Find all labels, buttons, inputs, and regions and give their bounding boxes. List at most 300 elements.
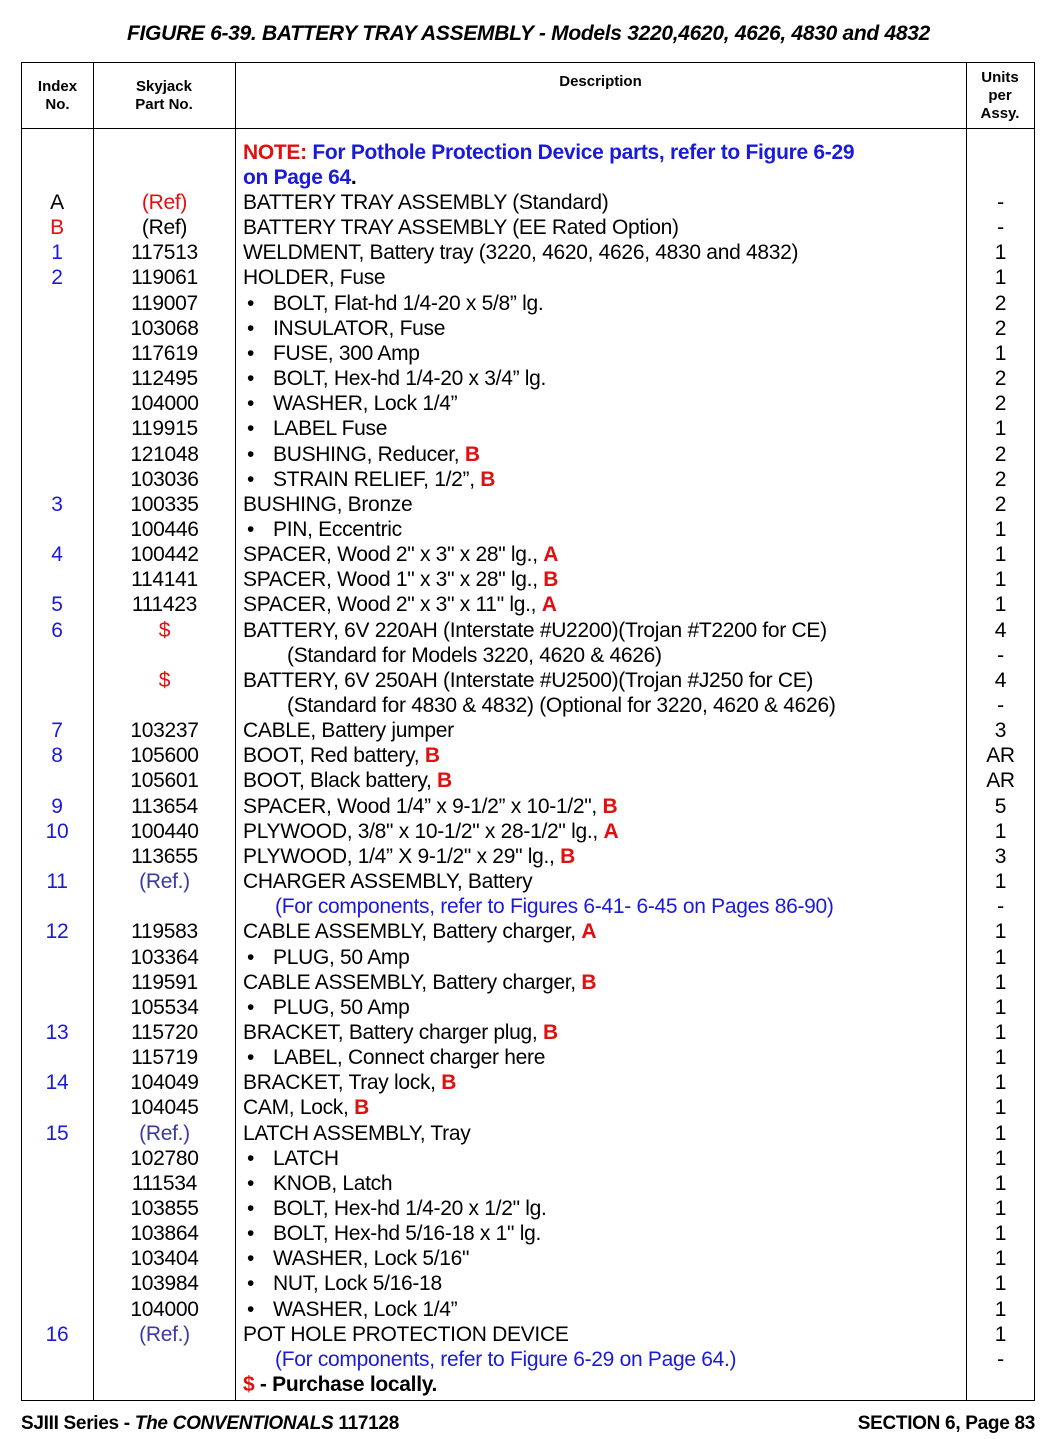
table-row <box>21 1221 1035 1246</box>
table-row <box>21 819 1035 844</box>
description <box>243 618 963 643</box>
description <box>243 1196 963 1221</box>
table-row <box>21 643 1035 668</box>
option-tag: B <box>602 794 618 818</box>
description <box>243 190 963 215</box>
description <box>243 1146 963 1171</box>
units-per-assembly: 2 <box>994 492 1007 516</box>
bullet-icon: • <box>247 341 255 365</box>
part-number: 115720 <box>131 1020 198 1044</box>
description-text: CHARGER ASSEMBLY, Battery <box>243 870 533 894</box>
units-per-assembly: 1 <box>994 568 1007 592</box>
description-text: LABEL, Connect charger here <box>273 1046 546 1070</box>
description <box>243 1322 963 1347</box>
description-text: (Standard for 4830 & 4832) (Optional for 3220, 4620 & 4626) <box>287 694 836 717</box>
table-row <box>21 794 1035 819</box>
description-text: HOLDER, Fuse <box>243 266 386 290</box>
table-row <box>21 316 1035 341</box>
description <box>243 567 963 592</box>
description-text: CABLE ASSEMBLY, Battery charger, <box>243 920 582 944</box>
table-row <box>21 1095 1035 1120</box>
units-per-assembly: 1 <box>994 517 1007 541</box>
description-text: KNOB, Latch <box>273 1171 393 1195</box>
units-per-assembly: 1 <box>994 945 1007 969</box>
part-number: 119915 <box>131 417 198 441</box>
description <box>243 1246 963 1271</box>
option-tag: B <box>581 970 597 994</box>
description-text: SPACER, Wood 2" x 3" x 11" lg., <box>243 593 542 617</box>
description-text: BOOT, Black battery, <box>243 769 438 793</box>
bullet-icon: • <box>247 1171 255 1195</box>
description <box>243 718 963 743</box>
table-row <box>21 1196 1035 1221</box>
description <box>243 869 963 894</box>
header-units-line1: Units <box>981 68 1019 86</box>
option-tag: B <box>424 744 440 768</box>
option-tag: B <box>543 1020 558 1044</box>
description-text: BATTERY TRAY ASSEMBLY (Standard) <box>243 191 609 214</box>
description-text: BOOT, Red battery, <box>243 744 425 768</box>
table-row <box>21 1070 1035 1095</box>
part-number: 103068 <box>130 316 199 340</box>
table-row <box>21 341 1035 366</box>
units-per-assembly: 1 <box>994 417 1007 441</box>
part-number: (Ref) <box>141 216 188 240</box>
description-text: BOLT, Hex-hd 5/16-18 x 1" lg. <box>273 1222 542 1246</box>
description <box>243 743 963 768</box>
index-number: A <box>50 191 64 214</box>
part-number: 105600 <box>130 744 199 768</box>
part-number: 103864 <box>130 1222 199 1246</box>
units-per-assembly: 1 <box>994 341 1007 365</box>
table-row <box>21 1297 1035 1322</box>
table-row <box>21 618 1035 643</box>
index-number: 3 <box>51 492 63 516</box>
header-divider <box>22 128 1034 129</box>
description-text: SPACER, Wood 1/4” x 9-1/2” x 10-1/2", <box>243 794 603 818</box>
table-row <box>21 592 1035 617</box>
description <box>243 391 963 416</box>
description-text: (Standard for Models 3220, 4620 & 4626) <box>287 643 662 667</box>
header-part-no <box>93 63 235 128</box>
description <box>243 1095 963 1120</box>
bullet-icon: • <box>247 392 255 416</box>
units-per-assembly: 1 <box>994 543 1007 567</box>
part-number: 119583 <box>131 920 198 944</box>
description <box>243 416 963 441</box>
description <box>243 1171 963 1196</box>
description <box>243 693 963 718</box>
units-per-assembly: 1 <box>994 1121 1007 1145</box>
part-number: 113655 <box>131 844 198 868</box>
units-per-assembly: 2 <box>994 316 1007 340</box>
index-number: 13 <box>45 1020 69 1044</box>
index-number: B <box>50 216 64 240</box>
description <box>243 1297 963 1322</box>
units-per-assembly: - <box>997 643 1004 667</box>
table-row <box>21 919 1035 944</box>
part-number: 100335 <box>130 492 199 516</box>
units-per-assembly: - <box>997 191 1004 214</box>
description <box>243 542 963 567</box>
table-row <box>21 945 1035 970</box>
description-text: SPACER, Wood 2" x 3" x 28" lg., <box>243 543 544 567</box>
units-per-assembly: 2 <box>994 467 1007 491</box>
units-per-assembly: 1 <box>994 1020 1007 1044</box>
footer-series-italic: The CONVENTIONALS <box>134 1413 334 1434</box>
units-per-assembly: 3 <box>994 844 1007 868</box>
table-row <box>21 1121 1035 1146</box>
part-number: 119061 <box>131 266 198 290</box>
table-row <box>21 718 1035 743</box>
note-text: For Pothole Protection Device parts, refer to Figure 6-29 <box>306 141 855 164</box>
part-number: 117619 <box>131 341 198 365</box>
table-row <box>21 1246 1035 1271</box>
table-row <box>21 1146 1035 1171</box>
table-row <box>21 391 1035 416</box>
description <box>243 341 963 366</box>
description <box>243 492 963 517</box>
footer-page: SECTION 6, Page 83 <box>857 1413 1035 1434</box>
part-number: $ <box>158 668 171 692</box>
part-number: 102780 <box>130 1146 199 1170</box>
header-units <box>966 63 1034 128</box>
part-number: 111534 <box>131 1171 198 1195</box>
table-row <box>21 442 1035 467</box>
description-text: PLUG, 50 Amp <box>273 995 410 1019</box>
purchase-note-text: - Purchase locally. <box>254 1373 438 1397</box>
option-tag: B <box>441 1071 457 1095</box>
option-tag: B <box>543 568 559 592</box>
description <box>243 265 963 290</box>
table-row <box>21 693 1035 718</box>
description-text: BRACKET, Battery charger plug, <box>243 1020 543 1044</box>
bullet-icon: • <box>247 1247 255 1271</box>
option-tag: A <box>541 593 557 617</box>
description-text: LATCH ASSEMBLY, Tray <box>243 1121 471 1145</box>
units-per-assembly: 1 <box>994 870 1007 894</box>
description <box>243 240 963 265</box>
part-number: 112495 <box>131 367 198 391</box>
description <box>243 316 963 341</box>
footer-series-label: SJIII Series - <box>21 1413 135 1434</box>
bullet-icon: • <box>247 1222 255 1246</box>
part-number: 103855 <box>130 1197 199 1220</box>
table-row <box>21 743 1035 768</box>
bullet-icon: • <box>247 1272 255 1296</box>
description-text: BUSHING, Bronze <box>243 492 413 516</box>
part-number: (Ref.) <box>139 1322 190 1346</box>
description <box>243 794 963 819</box>
units-per-assembly: 2 <box>994 442 1007 466</box>
units-per-assembly: 1 <box>994 1197 1007 1220</box>
description <box>243 467 963 492</box>
part-number: 113654 <box>131 794 198 818</box>
table-row <box>21 190 1035 215</box>
table-row <box>21 492 1035 517</box>
table-row <box>21 542 1035 567</box>
description-text: NUT, Lock 5/16-18 <box>273 1272 442 1296</box>
option-tag: A <box>603 819 619 843</box>
index-number: 14 <box>45 1071 69 1095</box>
part-number: (Ref) <box>141 191 188 214</box>
part-number: $ <box>158 618 171 642</box>
units-per-assembly: 4 <box>994 618 1007 642</box>
table-row <box>21 291 1035 316</box>
part-number: (Ref.) <box>139 870 190 894</box>
header-description-label: Description <box>559 73 642 90</box>
header-index-line2: No. <box>45 95 70 113</box>
table-row <box>21 1171 1035 1196</box>
description <box>243 366 963 391</box>
description-text: LATCH <box>273 1146 339 1170</box>
table-row <box>21 366 1035 391</box>
units-per-assembly: 1 <box>994 970 1007 994</box>
description-text: BATTERY TRAY ASSEMBLY (EE Rated Option) <box>243 216 679 240</box>
description-text: INSULATOR, Fuse <box>273 316 446 340</box>
units-per-assembly: 1 <box>994 1171 1007 1195</box>
part-number: 103984 <box>130 1272 199 1296</box>
table-row <box>21 215 1035 240</box>
description-text: WELDMENT, Battery tray (3220, 4620, 4626, 4830 and 4832) <box>243 241 799 265</box>
units-per-assembly: 1 <box>994 593 1007 617</box>
part-number: 115719 <box>131 1046 198 1070</box>
units-per-assembly: 1 <box>994 1222 1007 1246</box>
part-number: 121048 <box>130 442 199 466</box>
header-units-line3: Assy. <box>980 104 1020 122</box>
description-text: STRAIN RELIEF, 1/2”, <box>273 467 481 491</box>
units-per-assembly: 1 <box>994 819 1007 843</box>
header-index-line1: Index <box>37 77 78 95</box>
bullet-icon: • <box>247 442 255 466</box>
bullet-icon: • <box>247 417 255 441</box>
index-number: 2 <box>51 266 63 290</box>
units-per-assembly: 3 <box>994 719 1007 743</box>
bullet-icon: • <box>247 291 255 315</box>
index-number: 7 <box>51 719 63 743</box>
bullet-icon: • <box>247 467 255 491</box>
bullet-icon: • <box>247 316 255 340</box>
part-number: 100442 <box>130 543 199 567</box>
option-tag: B <box>354 1096 369 1120</box>
units-per-assembly: - <box>997 1347 1004 1371</box>
header-part-line1: Skyjack <box>136 77 192 95</box>
index-number: 1 <box>51 241 63 265</box>
part-number: 104000 <box>130 1297 199 1321</box>
units-per-assembly: 2 <box>994 392 1007 416</box>
note-pothole <box>243 140 943 190</box>
option-tag: A <box>581 920 597 944</box>
table-row <box>21 265 1035 290</box>
header-units-line2: per <box>988 86 1012 104</box>
note-text-2: on Page 64 <box>243 166 351 189</box>
units-per-assembly: 1 <box>994 1322 1007 1346</box>
option-tag: B <box>480 467 496 491</box>
units-per-assembly: 1 <box>994 266 1007 290</box>
description-text: PLYWOOD, 3/8" x 10-1/2" x 28-1/2" lg., <box>243 819 604 843</box>
units-per-assembly: 5 <box>994 794 1007 818</box>
description <box>243 1045 963 1070</box>
part-number: 104049 <box>130 1071 199 1095</box>
index-number: 11 <box>46 870 68 894</box>
description-text: BOLT, Hex-hd 1/4-20 x 1/2" lg. <box>273 1197 547 1220</box>
units-per-assembly: AR <box>986 744 1015 768</box>
bullet-icon: • <box>247 1197 255 1220</box>
part-number: 114141 <box>131 568 198 592</box>
description <box>243 970 963 995</box>
description-text: BATTERY, 6V 220AH (Interstate #U2200)(Trojan #T2200 for CE) <box>243 618 827 642</box>
note-label: NOTE: <box>243 141 307 164</box>
description <box>243 995 963 1020</box>
description <box>243 919 963 944</box>
option-tag: A <box>543 543 559 567</box>
part-number: 103036 <box>130 467 199 491</box>
description-text: CABLE ASSEMBLY, Battery charger, <box>243 970 582 994</box>
description <box>243 291 963 316</box>
description-text: BATTERY, 6V 250AH (Interstate #U2500)(Trojan #J250 for CE) <box>243 668 814 692</box>
part-number: 104045 <box>130 1096 199 1120</box>
table-row <box>21 894 1035 919</box>
part-number: 100440 <box>130 819 199 843</box>
description <box>243 643 963 668</box>
table-row <box>21 844 1035 869</box>
units-per-assembly: 1 <box>994 241 1007 265</box>
table-row <box>21 1347 1035 1372</box>
index-number: 10 <box>45 819 69 843</box>
part-number: 103404 <box>130 1247 199 1271</box>
bullet-icon: • <box>247 1146 255 1170</box>
table-row <box>21 567 1035 592</box>
units-per-assembly: 1 <box>994 1272 1007 1296</box>
units-per-assembly: 1 <box>994 995 1007 1019</box>
header-part-line2: Part No. <box>135 95 193 113</box>
description-text: BUSHING, Reducer, <box>273 442 465 466</box>
description <box>243 1070 963 1095</box>
description-text: (For components, refer to Figure 6-29 on Page 64.) <box>275 1347 737 1371</box>
description <box>243 819 963 844</box>
units-per-assembly: 1 <box>994 1247 1007 1271</box>
description-text: LABEL Fuse <box>273 417 388 441</box>
units-per-assembly: AR <box>986 769 1015 793</box>
purchase-locally-note <box>21 1372 1035 1397</box>
index-number: 9 <box>51 794 63 818</box>
units-per-assembly: 1 <box>994 1046 1007 1070</box>
option-tag: B <box>464 442 480 466</box>
units-per-assembly: 2 <box>994 367 1007 391</box>
part-number: 111423 <box>131 593 198 617</box>
index-number: 15 <box>45 1121 69 1145</box>
bullet-icon: • <box>247 1297 255 1321</box>
description-text: CABLE, Battery jumper <box>243 719 454 743</box>
description <box>243 844 963 869</box>
description-text: (For components, refer to Figures 6-41- 6-45 on Pages 86-90) <box>275 895 834 919</box>
units-per-assembly: 1 <box>994 1146 1007 1170</box>
units-per-assembly: - <box>997 216 1004 240</box>
table-row <box>21 467 1035 492</box>
footer-series <box>21 1413 399 1435</box>
description-text: CAM, Lock, <box>243 1096 355 1120</box>
index-number: 8 <box>51 744 63 768</box>
description <box>243 768 963 793</box>
description-text: BOLT, Flat-hd 1/4-20 x 5/8” lg. <box>273 291 544 315</box>
note-period: . <box>350 166 357 189</box>
index-number: 5 <box>51 593 63 617</box>
part-number: 103364 <box>130 945 199 969</box>
option-tag: B <box>560 844 575 868</box>
table-row <box>21 995 1035 1020</box>
description <box>243 1121 963 1146</box>
header-index <box>22 63 93 128</box>
units-per-assembly: - <box>997 895 1004 919</box>
description-text: WASHER, Lock 5/16" <box>273 1247 470 1271</box>
description-text: FUSE, 300 Amp <box>273 341 420 365</box>
description <box>243 1271 963 1296</box>
header-description <box>235 63 966 128</box>
description-text: WASHER, Lock 1/4” <box>273 392 458 416</box>
table-row <box>21 1271 1035 1296</box>
units-per-assembly: 1 <box>994 1071 1007 1095</box>
part-number: 105534 <box>130 995 199 1019</box>
bullet-icon: • <box>247 945 255 969</box>
description-text: WASHER, Lock 1/4” <box>273 1297 458 1321</box>
description <box>243 592 963 617</box>
table-row <box>21 668 1035 693</box>
table-row <box>21 768 1035 793</box>
index-number: 4 <box>51 543 63 567</box>
description-text: SPACER, Wood 1" x 3" x 28" lg., <box>243 568 544 592</box>
part-number: 103237 <box>130 719 199 743</box>
part-number: 119007 <box>131 291 198 315</box>
option-tag: B <box>437 769 452 793</box>
description <box>243 442 963 467</box>
part-number: (Ref.) <box>139 1121 190 1145</box>
description-text: BRACKET, Tray lock, <box>243 1071 442 1095</box>
description <box>243 215 963 240</box>
description-text: BOLT, Hex-hd 1/4-20 x 3/4” lg. <box>273 367 547 391</box>
table-row <box>21 240 1035 265</box>
table-row <box>21 517 1035 542</box>
part-number: 100446 <box>130 517 199 541</box>
figure-title: FIGURE 6-39. BATTERY TRAY ASSEMBLY - Models 3220,4620, 4626, 4830 and 4832 <box>127 22 930 45</box>
part-number: 117513 <box>131 241 198 265</box>
units-per-assembly: 2 <box>994 291 1007 315</box>
table-row <box>21 1020 1035 1045</box>
description-text: PIN, Eccentric <box>273 517 402 541</box>
description <box>243 894 963 919</box>
index-number: 12 <box>45 920 69 944</box>
table-row <box>21 1045 1035 1070</box>
footer-doc-number: 117128 <box>333 1413 399 1434</box>
index-number: 6 <box>51 618 63 642</box>
description-text: PLUG, 50 Amp <box>273 945 410 969</box>
bullet-icon: • <box>247 517 255 541</box>
description <box>243 1020 963 1045</box>
description-text: POT HOLE PROTECTION DEVICE <box>243 1322 569 1346</box>
description <box>243 1221 963 1246</box>
units-per-assembly: - <box>997 694 1004 717</box>
bullet-icon: • <box>247 1046 255 1070</box>
part-number: 119591 <box>131 970 198 994</box>
description-text: PLYWOOD, 1/4” X 9-1/2" x 29" lg., <box>243 844 561 868</box>
table-row <box>21 869 1035 894</box>
units-per-assembly: 4 <box>994 668 1007 692</box>
units-per-assembly: 1 <box>994 1096 1007 1120</box>
description <box>243 668 963 693</box>
bullet-icon: • <box>247 995 255 1019</box>
bullet-icon: • <box>247 367 255 391</box>
description <box>243 945 963 970</box>
index-number: 16 <box>45 1322 69 1346</box>
